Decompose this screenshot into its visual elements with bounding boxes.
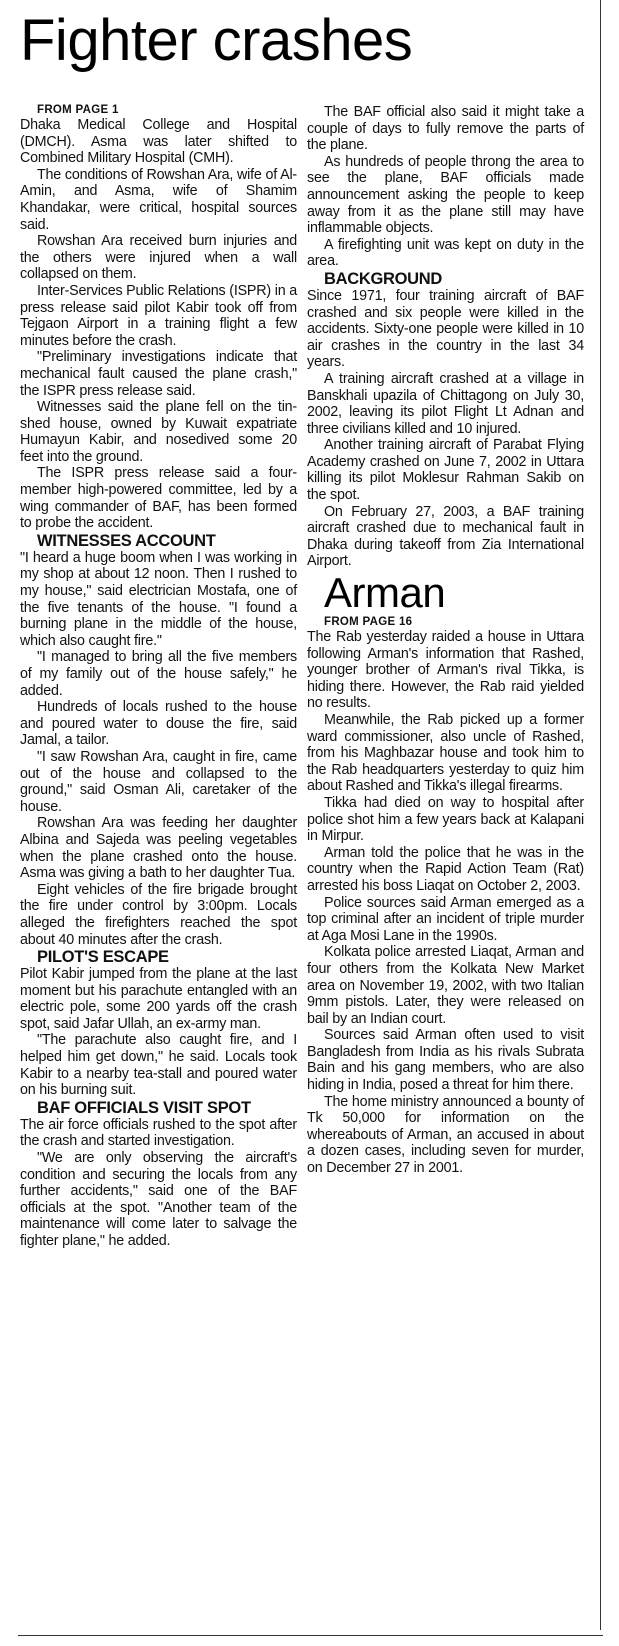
headline-arman: Arman <box>324 569 446 617</box>
paragraph: "I saw Rowshan Ara, caught in fire, came out of the house and collapsed to the ground," said Osman Ali, caretaker of the house. <box>20 748 297 815</box>
paragraph: "I managed to bring all the five members of my family out of the house safely," he added. <box>20 649 297 699</box>
paragraph: The conditions of Rowshan Ara, wife of Al-Amin, and Asma, wife of Shamim Khandakar, were critical, hospital sources said. <box>20 166 297 233</box>
paragraph: Since 1971, four training aircraft of BAF crashed and six people were killed in the accidents. Sixty-one people were killed in 10 air crashes in the country in the last 34 years. <box>307 287 584 371</box>
headline-fighter-crashes: Fighter crashes <box>20 8 413 73</box>
column-rule-right <box>600 0 601 1630</box>
subhead-pilots-escape: PILOT'S ESCAPE <box>37 948 169 967</box>
paragraph: Hundreds of locals rushed to the house and poured water to douse the fire, said Jamal, a tailor. <box>20 699 297 749</box>
paragraph: Inter-Services Public Relations (ISPR) in a press release said pilot Kabir took off from Tejgaon Airport in a training flight a few minutes before the crash. <box>20 282 297 349</box>
article-column-left <box>20 104 297 1250</box>
paragraph: The air force officials rushed to the spot after the crash and started investigation. <box>20 1116 297 1150</box>
paragraph: Sources said Arman often used to visit Bangladesh from India as his rivals Subrata Bain and his gang members, who are also hiding in India, posed a threat for him there. <box>307 1027 584 1094</box>
paragraph: Rowshan Ara received burn injuries and the others were injured when a wall collapsed on them. <box>20 233 297 283</box>
subhead-witnesses-account: WITNESSES ACCOUNT <box>37 531 216 550</box>
paragraph: The Rab yesterday raided a house in Uttara following Arman's information that Rashed, younger brother of Arman's rival Tikka, is hiding there. However, the Rab raid yielded no results. <box>307 629 584 712</box>
paragraph: As hundreds of people throng the area to see the plane, BAF officials made announcement asking the people to keep away from it as the plane still may have inflammable objects. <box>307 153 584 237</box>
subhead-baf-officials-visit-spot: BAF OFFICIALS VISIT SPOT <box>37 1098 251 1117</box>
paragraph: Another training aircraft of Parabat Flying Academy crashed on June 7, 2002 in Uttara killing its pilot Moklesur Rahman Sakib on the spot. <box>307 437 584 504</box>
paragraph: Witnesses said the plane fell on the tin-shed house, owned by Kuwait expatriate Humayun Kabir, and nosedived some 20 feet into the ground. <box>20 399 297 465</box>
paragraph: Meanwhile, the Rab picked up a former ward commissioner, also uncle of Rashed, from his Maghbazar house and took him to the Rab headquarters yesterday to quiz him about Rashed and Tikka's illegal firearms. <box>307 712 584 795</box>
paragraph: Dhaka Medical College and Hospital (DMCH). Asma was later shifted to Combined Military Hospital (CMH). <box>20 117 297 167</box>
paragraph: "I heard a huge boom when I was working in my shop at about 12 noon. Then I rushed to my house," said electrician Mostafa, one of the five tenants of the house. "I found a burning plane in the middle of the house, which also caught fire." <box>20 549 297 649</box>
paragraph: Police sources said Arman emerged as a top criminal after an incident of triple murder at Aga Mosi Lane in the 1990s. <box>307 894 584 944</box>
paragraph: Rowshan Ara was feeding her daughter Albina and Sajeda was peeling vegetables when the plane crashed onto the house. Asma was giving a bath to her daughter Tua. <box>20 815 297 882</box>
article-column-right <box>307 104 584 1177</box>
paragraph: "The parachute also caught fire, and I helped him get down," he said. Locals took Kabir to a nearby tea-stall and poured water on his burning suit. <box>20 1032 297 1099</box>
paragraph: On February 27, 2003, a BAF training aircraft crashed due to mechanical fault in Dhaka during takeoff from Zia International Airport. <box>307 503 584 570</box>
paragraph: The home ministry announced a bounty of Tk 50,000 for information on the whereabouts of Arman, an accused in about a dozen cases, including seven for murder, on December 27 in 2001. <box>307 1093 584 1177</box>
paragraph: Arman told the police that he was in the country when the Rapid Action Team (Rat) arrested his boss Liaqat on October 2, 2003. <box>307 844 584 894</box>
paragraph: A firefighting unit was kept on duty in the area. <box>307 236 584 270</box>
paragraph: The BAF official also said it might take a couple of days to fully remove the parts of the plane. <box>307 104 584 154</box>
paragraph: "Preliminary investigations indicate that mechanical fault caused the plane crash," the ISPR press release said. <box>20 349 297 399</box>
paragraph: "We are only observing the aircraft's condition and securing the locals from any further accidents," said one of the BAF officials at the spot. "Another team of the maintenance will come later to salvage the fighter plane," he added. <box>20 1150 297 1249</box>
paragraph: Eight vehicles of the fire brigade brought the fire under control by 3:00pm. Locals alleged the firefighters reached the spot about 40 minutes after the crash. <box>20 881 297 948</box>
kicker-from-page-16: FROM PAGE 16 <box>324 616 413 629</box>
paragraph: The ISPR press release said a four-member high-powered committee, led by a wing commander of BAF, has been formed to probe the accident. <box>20 465 297 532</box>
page-rule-bottom <box>18 1635 603 1636</box>
paragraph: A training aircraft crashed at a village in Banskhali upazila of Chittagong on July 30, 2002, leaving its pilot Flight Lt Adnan and three civilians killed and 10 injured. <box>307 370 584 437</box>
kicker-from-page-1: FROM PAGE 1 <box>37 104 119 116</box>
subhead-background: BACKGROUND <box>324 269 442 288</box>
paragraph: Tikka had died on way to hospital after police shot him a few years back at Kalapani in Mirpur. <box>307 794 584 845</box>
paragraph: Pilot Kabir jumped from the plane at the last moment but his parachute entangled with an electric pole, some 200 yards off the crash spot, said Jafar Ullah, an ex-army man. <box>20 966 297 1032</box>
paragraph: Kolkata police arrested Liaqat, Arman and four others from the Kolkata New Market area on November 19, 2002, with two Italian 9mm pistols. Later, they were released on bail by an Indian court. <box>307 944 584 1027</box>
